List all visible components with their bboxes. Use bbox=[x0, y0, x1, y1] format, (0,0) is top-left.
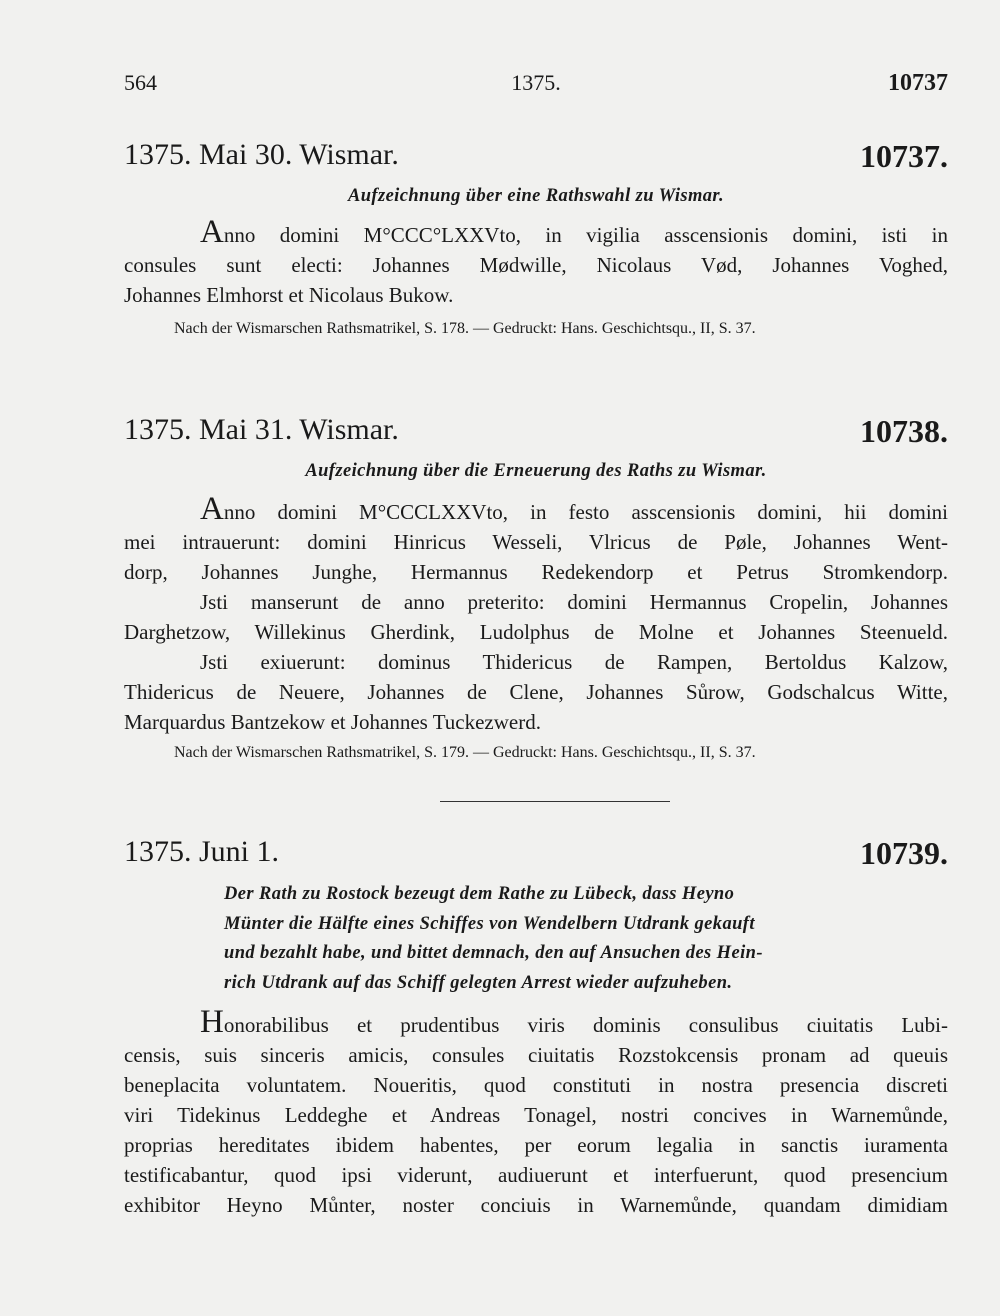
entry-number: 10739. bbox=[860, 835, 948, 871]
summary-line: rich Utdrank auf das Schiff gelegten Arrest wieder aufzuheben. bbox=[224, 972, 733, 993]
entry-date: 1375. Mai 31. Wismar. bbox=[124, 413, 399, 446]
text-line: proprias hereditates ibidem habentes, per eorum legalia in sanctis iuramenta bbox=[124, 1133, 948, 1157]
entry-text bbox=[124, 214, 948, 310]
entry-number: 10738. bbox=[860, 413, 948, 449]
entry-summary: Aufzeichnung über die Erneuerung des Raths zu Wismar. bbox=[305, 461, 767, 481]
entry-number: 10737. bbox=[860, 138, 948, 174]
text-line: Jsti exiuerunt: dominus Thidericus de Rampen, Bertoldus Kalzow, bbox=[200, 650, 948, 674]
entry-text bbox=[124, 1004, 948, 1220]
running-head-doc-number: 10737 bbox=[888, 70, 948, 96]
text-line: Darghetzow, Willekinus Gherdink, Ludolphus de Molne et Johannes Steenueld. bbox=[124, 620, 948, 644]
running-head-year: 1375. bbox=[511, 70, 561, 95]
text-line: beneplacita voluntatem. Noueritis, quod constituti in nostra presencia discreti bbox=[124, 1073, 948, 1097]
entry-date: 1375. Mai 30. Wismar. bbox=[124, 138, 399, 171]
text-line: Honorabilibus et prudentibus viris dominis consulibus ciuitatis Lubi- bbox=[200, 1004, 948, 1040]
text-line: Anno domini M°CCCLXXVto, in festo asscensionis domini, hii domini bbox=[200, 491, 948, 527]
initial-letter: A bbox=[200, 491, 224, 527]
text-line: mei intrauerunt: domini Hinricus Wesseli, Vlricus de Pøle, Johannes Went- bbox=[124, 530, 948, 554]
initial-letter: A bbox=[200, 214, 224, 250]
entry-date: 1375. Juni 1. bbox=[124, 835, 280, 868]
text-line: Anno domini M°CCC°LXXVto, in vigilia asscensionis domini, isti in bbox=[200, 214, 948, 250]
entry-summary bbox=[224, 880, 948, 998]
initial-letter: H bbox=[200, 1004, 224, 1040]
summary-line: Der Rath zu Rostock bezeugt dem Rathe zu Lübeck, dass Heyno bbox=[224, 884, 735, 904]
summary-line: Münter die Hälfte eines Schiffes von Wendelbern Utdrank gekauft bbox=[224, 913, 755, 934]
summary-line: und bezahlt habe, und bittet demnach, den auf Ansuchen des Hein- bbox=[224, 943, 763, 963]
entry-text bbox=[124, 491, 948, 737]
page-number: 564 bbox=[124, 70, 157, 95]
text-line: Jsti manserunt de anno preterito: domini Hermannus Cropelin, Johannes bbox=[200, 590, 948, 614]
entry-summary: Aufzeichnung über eine Rathswahl zu Wismar. bbox=[347, 186, 725, 206]
text-line: dorp, Johannes Junghe, Hermannus Redekendorp et Petrus Stromkendorp. bbox=[124, 560, 948, 584]
entry-heading bbox=[124, 138, 948, 178]
source-note: Nach der Wismarschen Rathsmatrikel, S. 178. — Gedruckt: Hans. Geschichtsqu., II, S. 37. bbox=[174, 320, 756, 337]
text-line: consules sunt electi: Johannes Mødwille, Nicolaus Vød, Johannes Voghed, bbox=[124, 253, 948, 277]
text-line: viri Tidekinus Leddeghe et Andreas Tonagel, nostri concives in Warnemůnde, bbox=[124, 1103, 948, 1127]
text-line: Marquardus Bantzekow et Johannes Tuckezwerd. bbox=[124, 710, 541, 734]
section-divider bbox=[440, 801, 670, 802]
entry-heading bbox=[124, 835, 948, 875]
text-line: exhibitor Heyno Můnter, noster conciuis in Warnemůnde, quandam dimidiam bbox=[124, 1193, 948, 1217]
text-line: Johannes Elmhorst et Nicolaus Bukow. bbox=[124, 283, 454, 307]
entry-heading bbox=[124, 413, 948, 453]
text-line: Thidericus de Neuere, Johannes de Clene, Johannes Sůrow, Godschalcus Witte, bbox=[124, 680, 948, 704]
source-note: Nach der Wismarschen Rathsmatrikel, S. 179. — Gedruckt: Hans. Geschichtsqu., II, S. 37. bbox=[174, 744, 756, 761]
text-line: censis, suis sinceris amicis, consules ciuitatis Rozstokcensis pronam ad queuis bbox=[124, 1043, 948, 1067]
running-head bbox=[124, 70, 948, 104]
text-line: testificabantur, quod ipsi viderunt, audiuerunt et interfuerunt, quod presencium bbox=[124, 1163, 948, 1187]
